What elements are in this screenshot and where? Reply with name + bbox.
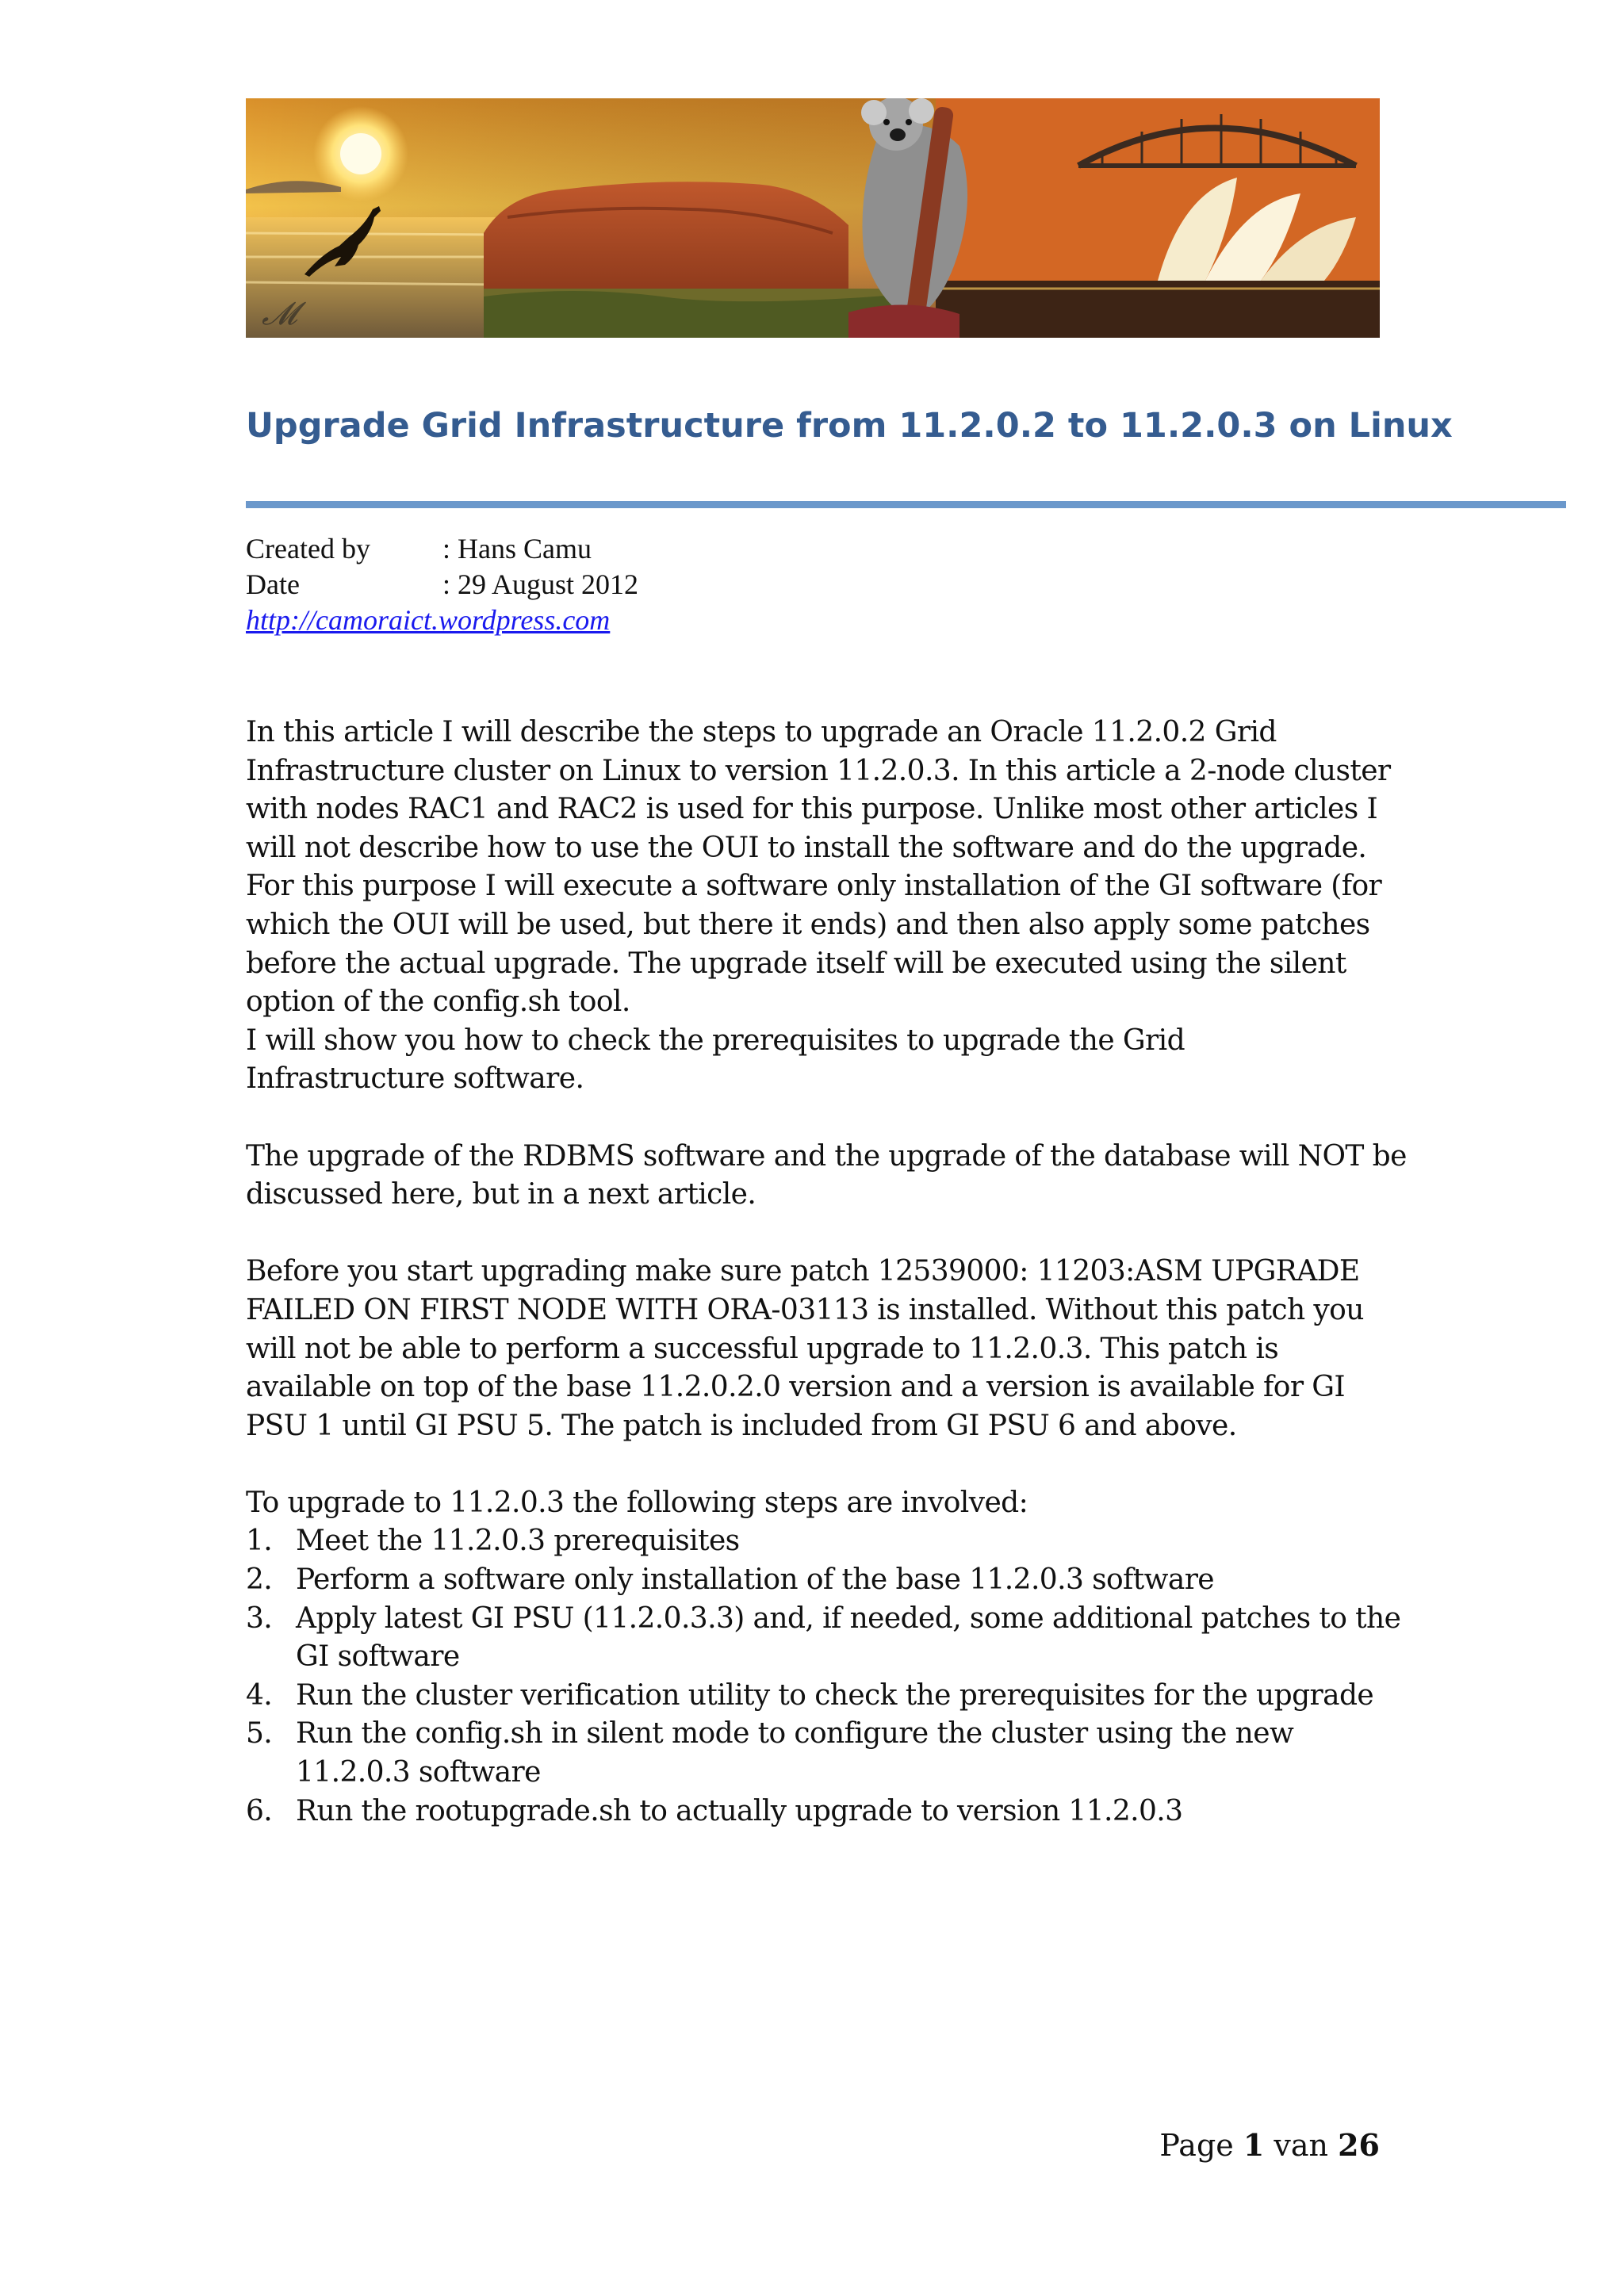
title-divider xyxy=(246,501,1566,508)
step-text: Run the cluster verification utility to check the prerequisites for the upgrade xyxy=(296,1678,1374,1712)
meta-link-row xyxy=(246,603,638,638)
body-line: before the actual upgrade. The upgrade itself will be executed using the silent xyxy=(246,947,1346,980)
body-line: Before you start upgrading make sure patch 12539000: 11203:ASM UPGRADE xyxy=(246,1255,1360,1288)
footer-of-word: van xyxy=(1274,2128,1329,2163)
step-item xyxy=(246,1715,1388,1754)
step-text: Perform a software only installation of the base 11.2.0.3 software xyxy=(296,1563,1215,1597)
step-item xyxy=(246,1522,1388,1561)
step-number: 3. xyxy=(246,1601,273,1635)
document-title: Upgrade Grid Infrastructure from 11.2.0.2 to 11.2.0.3 on Linux xyxy=(246,406,1453,446)
step-item xyxy=(246,1600,1401,1639)
body-line: will not be able to perform a successful upgrade to 11.2.0.3. This patch is xyxy=(246,1332,1279,1365)
paragraph-spacer xyxy=(246,1215,1388,1253)
step-number: 6. xyxy=(246,1794,273,1827)
body-line: Infrastructure cluster on Linux to version 11.2.0.3. In this article a 2-node cluster xyxy=(246,754,1391,787)
meta-date-label: Date xyxy=(246,568,300,600)
body-line: discussed here, but in a next article. xyxy=(246,1178,756,1211)
step-number: 1. xyxy=(246,1525,273,1558)
body-line: FAILED ON FIRST NODE WITH ORA-03113 is installed. Without this patch you xyxy=(246,1293,1364,1326)
step-text-continuation: 11.2.0.3 software xyxy=(296,1756,541,1789)
meta-created-by-label: Created by xyxy=(246,533,370,564)
body-line: In this article I will describe the steps to upgrade an Oracle 11.2.0.2 Grid xyxy=(246,716,1277,748)
step-number: 5. xyxy=(246,1717,273,1751)
body-line: available on top of the base 11.2.0.2.0 version and a version is available for GI xyxy=(246,1371,1346,1404)
step-text-continuation: GI software xyxy=(296,1640,460,1674)
step-text: Run the config.sh in silent mode to configure the cluster using the new xyxy=(296,1717,1294,1751)
body-line: which the OUI will be used, but there it ends) and then also apply some patches xyxy=(246,908,1370,941)
footer-page-word: Page xyxy=(1159,2128,1234,2163)
body-line: For this purpose I will execute a software only installation of the GI software (for xyxy=(246,870,1382,903)
step-text: Meet the 11.2.0.3 prerequisites xyxy=(296,1525,740,1558)
step-number: 2. xyxy=(246,1563,273,1597)
header-banner-image xyxy=(246,98,1380,338)
article-body xyxy=(246,714,1407,1831)
meta-created-by-value: : Hans Camu xyxy=(442,533,592,564)
body-line: will not describe how to use the OUI to install the software and do the upgrade. xyxy=(246,831,1367,864)
body-line: with nodes RAC1 and RAC2 is used for this purpose. Unlike most other articles I xyxy=(246,793,1378,826)
document-meta xyxy=(246,531,638,638)
svg-text:𝓜: 𝓜 xyxy=(262,296,297,332)
body-line: Infrastructure software. xyxy=(246,1062,584,1096)
blog-link[interactable]: http://camoraict.wordpress.com xyxy=(246,604,611,636)
footer-page-total: 26 xyxy=(1338,2127,1380,2163)
paragraph-spacer xyxy=(246,1099,1388,1138)
body-line: I will show you how to check the prerequisites to upgrade the Grid xyxy=(246,1024,1185,1057)
body-line: PSU 1 until GI PSU 5. The patch is included from GI PSU 6 and above. xyxy=(246,1409,1237,1442)
meta-date-value: : 29 August 2012 xyxy=(442,568,639,600)
step-number: 4. xyxy=(246,1678,273,1712)
step-item xyxy=(246,1677,1388,1716)
step-text: Apply latest GI PSU (11.2.0.3.3) and, if needed, some additional patches to the xyxy=(296,1601,1401,1635)
footer-page-current: 1 xyxy=(1243,2127,1265,2163)
paragraph-spacer xyxy=(246,1445,1388,1484)
step-text: Run the rootupgrade.sh to actually upgrade to version 11.2.0.3 xyxy=(296,1794,1183,1827)
step-item xyxy=(246,1561,1388,1600)
steps-intro: To upgrade to 11.2.0.3 the following steps are involved: xyxy=(246,1486,1028,1519)
page-footer xyxy=(1159,2127,1380,2163)
meta-date-row xyxy=(246,567,638,603)
body-line: The upgrade of the RDBMS software and the upgrade of the database will NOT be xyxy=(246,1139,1407,1173)
step-item xyxy=(246,1793,1388,1831)
meta-created-by-row xyxy=(246,531,638,567)
body-line: option of the config.sh tool. xyxy=(246,985,630,1019)
